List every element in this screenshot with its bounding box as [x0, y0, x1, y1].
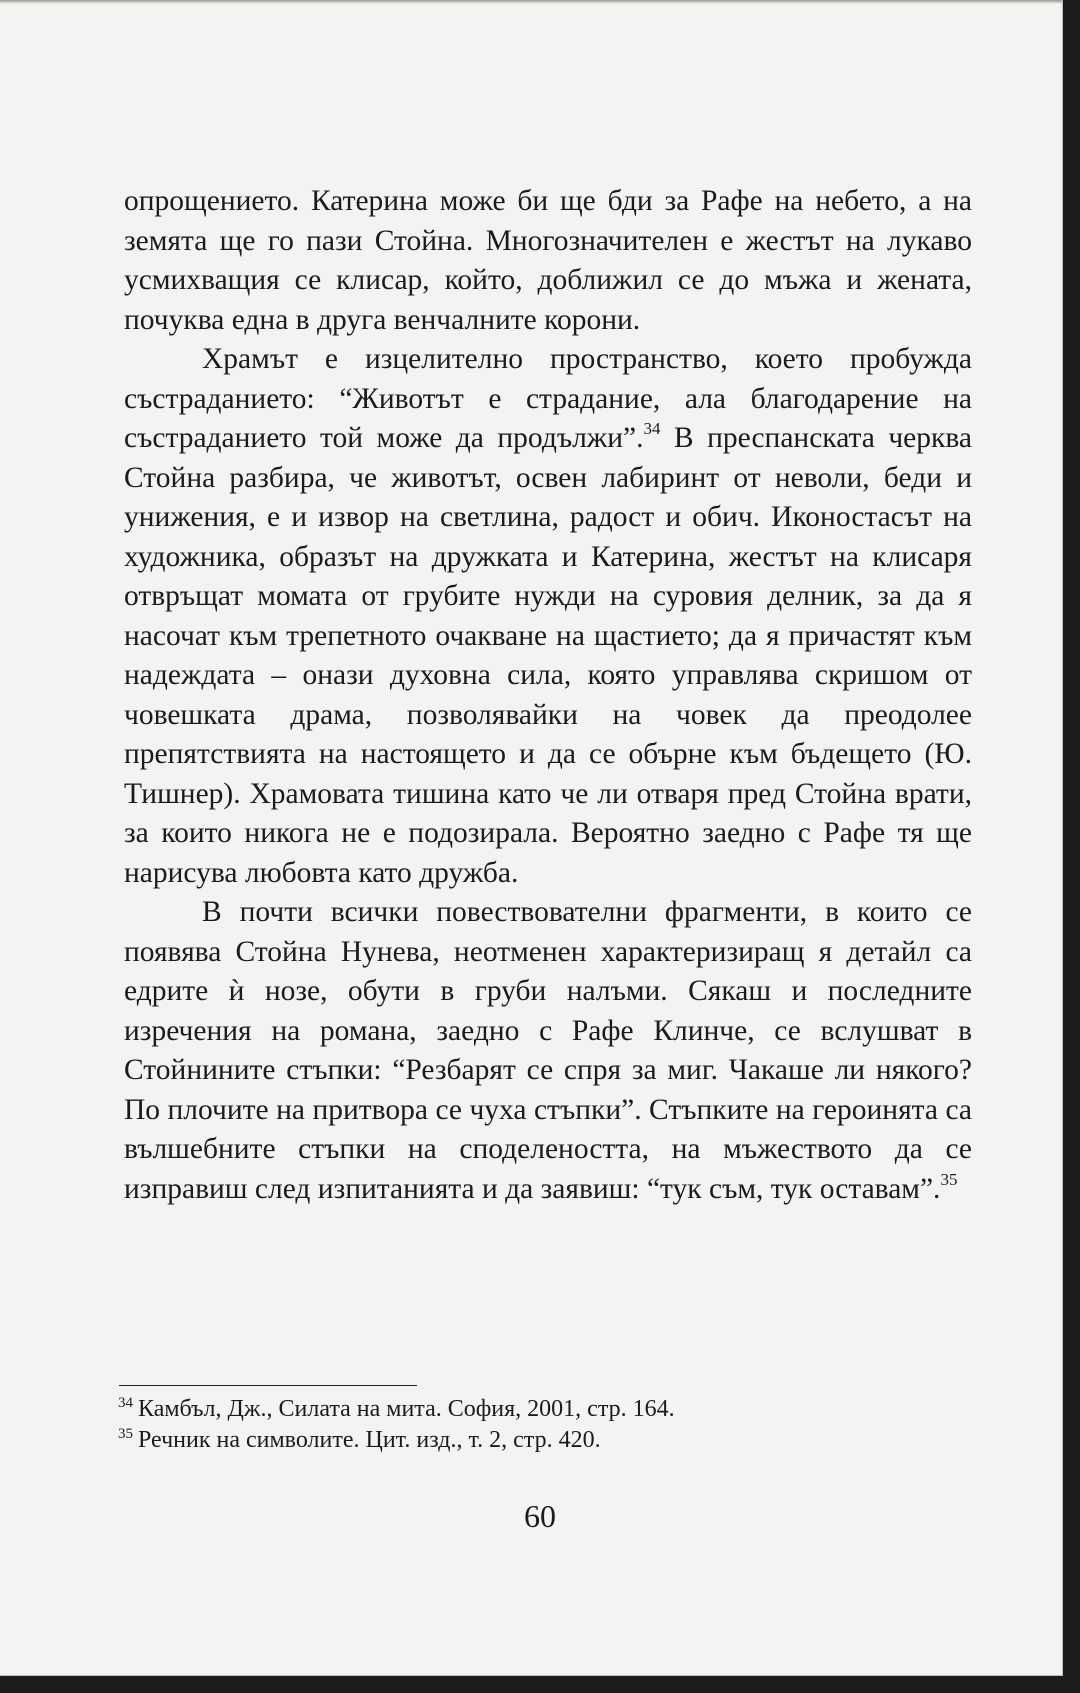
paragraph-text: Храмът е изцелително пространство, което пробужда състраданието: “Животът е страдание, ала благодарение на състраданието той може да продължи”. [124, 343, 972, 454]
paragraph [124, 182, 972, 340]
footnotes [118, 1394, 966, 1456]
paragraph [124, 340, 972, 893]
footnote-text: Камбъл, Дж., Силата на мита. София, 2001, стр. 164. [138, 1396, 675, 1422]
footnote-text: Речник на символите. Цит. изд., т. 2, стр. 420. [138, 1427, 601, 1453]
paragraph-text-continued: В преспанската черква Стойна разбира, че животът, освен лабиринт от неволи, беди и унижения, е и извор на светлина, радост и обич. Иконостасът на художника, образът на дружката и Катерина, жестът на клисаря отвръщат момата от грубите нужди на суровия делник, за да я насочат към трепетното очакване на щастието; да я причастят към надеждата – онази духовна сила, която управлява скришом от човешката драма, позволявайки на човек да преодолее препятствията на настоящето и да се обърне към бъдещето (Ю. Тишнер). Храмовата тишина като че ли отваря пред Стойна врати, за които никога не е подозирала. Вероятно заедно с Рафе тя ще нарисува любовта като дружба. [124, 422, 972, 889]
footnote [118, 1425, 966, 1456]
footnote-ref: 35 [940, 1169, 958, 1189]
footnote-ref: 34 [643, 419, 661, 438]
paragraph-text: В почти всички повествователни фрагменти, в които се появява Стойна Нунева, неотменен характеризиращ я детайл са едрите ѝ нозе, обути в груби налъми. Сякаш и последните изречения на романа, заедно с Рафе Клинче, се вслушват в Стойнините стъпки: “Резбарят се спря за миг. Чакаше ли някого? По плочите на притвора се чуха стъпки”. Стъпките на героинята са вълшебните стъпки на споделеността, на мъжеството да се изправиш след изпитанията и да заявиш: “тук съм, тук оставам”. [124, 896, 972, 1205]
footnote-divider [119, 1385, 417, 1386]
paragraph [124, 893, 972, 1209]
paragraph-text: опрощението. Катерина може би ще бди за Рафе на небето, а на земята ще го пази Стойна. Многозначителен е жестът на лукаво усмихващия се клисар, който, доближил се до мъжа и жената, почуква една в друга венчалните корони. [124, 185, 972, 336]
footnote-number: 34 [118, 1395, 133, 1411]
main-text [124, 182, 972, 1209]
footnote [118, 1394, 966, 1425]
footnote-number: 35 [118, 1426, 133, 1442]
page-number: 60 [524, 1498, 556, 1534]
